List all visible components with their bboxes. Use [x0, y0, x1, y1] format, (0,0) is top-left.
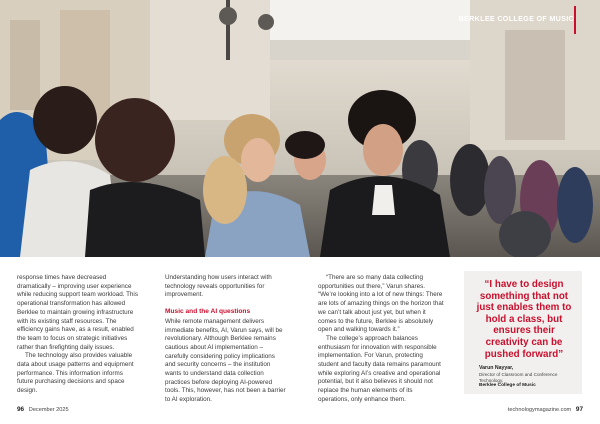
page-number-left: 96 [17, 406, 25, 413]
footer-right [508, 406, 583, 413]
section-header: BERKLEE COLLEGE OF MUSIC [458, 14, 574, 23]
subheading: Music and the AI questions [165, 308, 251, 316]
quote-attribution-name: Varun Nayyar, [479, 365, 514, 371]
article-column-2 [165, 274, 287, 405]
footer-left [17, 406, 69, 413]
paragraph: While remote management delivers immediate benefits, AI, Varun says, will be revolutionary. Although Berklee remains cautious about AI implementation – carefully considering policy implications and security concerns – the institution wants to understand data collection practices before deploying AI-powered tools. This, however, has not been a barrier to AI exploration. [165, 317, 286, 404]
article-column-3 [318, 274, 444, 405]
paragraph: Understanding how users interact with technology reveals opportunities for improvement. [165, 274, 272, 299]
article-column-1 [17, 274, 139, 396]
paragraph: response times have decreased dramatically – improving user experience while reducing support team workload. This operational transformation has allowed Berklee to maintain growing infrastructure with its existing staff resources. The efficiency gains have, as a result, enabled the team to focus on strategic initiatives rather than firefighting daily issues. [17, 274, 138, 351]
issue-date: December 2025 [28, 407, 69, 413]
pull-quote [464, 271, 582, 394]
paragraph: The college’s approach balances enthusiasm for innovation with responsible implementation. For Varun, protecting student and faculty data remains paramount while exploring AI’s creative and operational potential, but it also believes it should not replace the human elements of its operations, only enhance them. [318, 334, 441, 403]
quote-attribution-org: Berklee College of Music [479, 383, 536, 388]
paragraph: The technology also provides valuable data about usage patterns and equipment performance. This information informs future purchasing decisions and space design. [17, 352, 134, 395]
paragraph: “There are so many data collecting opportunities out there,” Varun shares. “We’re looking into a lot of new things: There are lots of amazing things on the horizon that we can’t talk about just yet, but when it comes to the future, Berklee is absolutely open and walking towards it.” [318, 274, 444, 334]
header-accent-rule [574, 6, 576, 34]
website-link[interactable]: technologymagazine.com [507, 407, 572, 413]
page-number-right: 97 [575, 406, 583, 413]
quote-attribution-role: Director of Classroom and Conference Technology, [479, 372, 558, 383]
pull-quote-text: “I have to design something that not just enables them to hold a class, but ensures their creativity can be pushed forward” [476, 279, 572, 360]
